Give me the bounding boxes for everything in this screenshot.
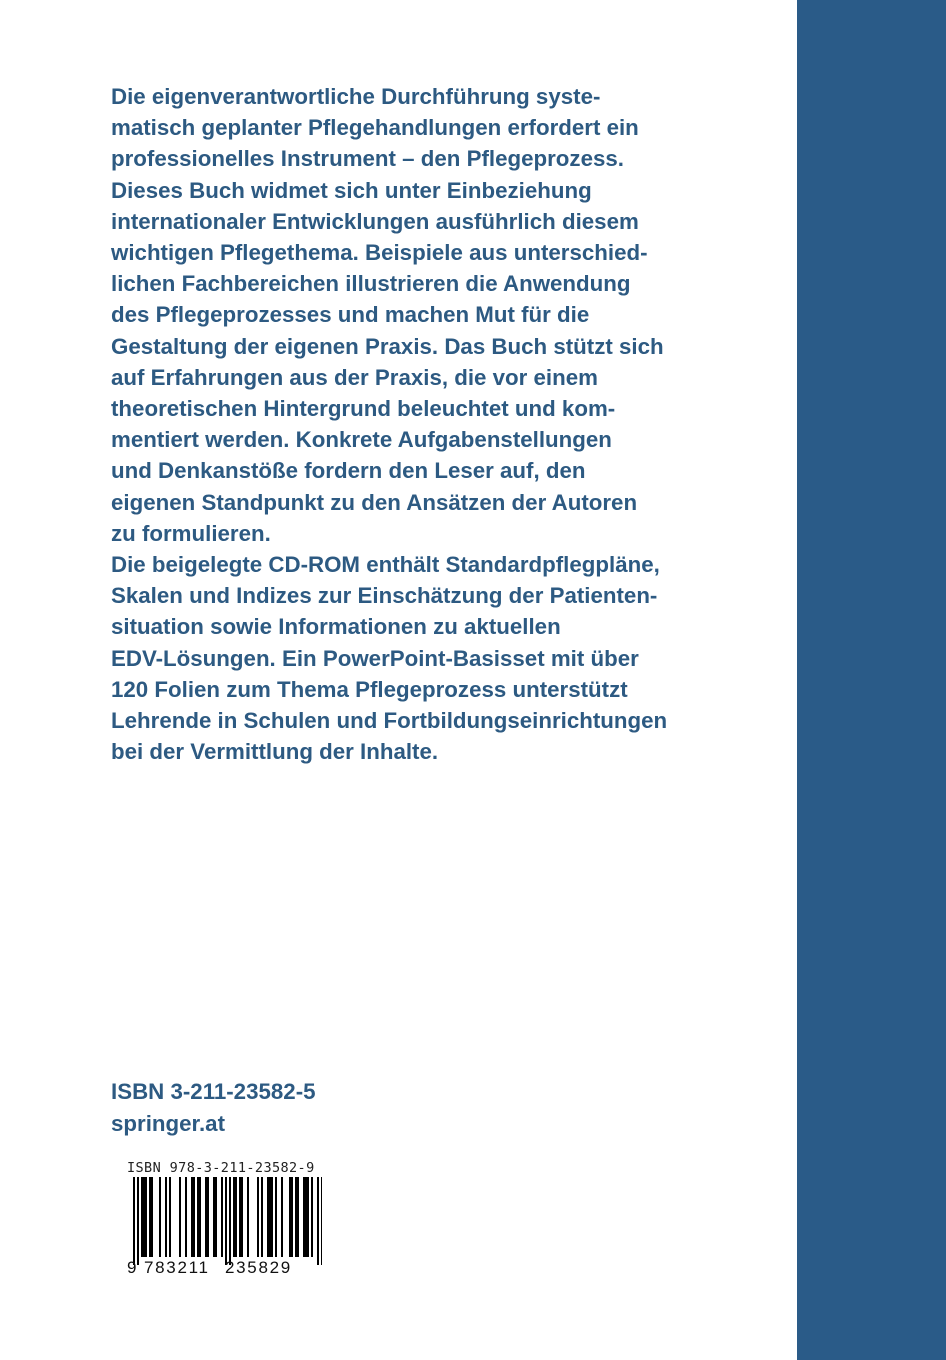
barcode-bar <box>229 1177 231 1265</box>
isbn-info <box>111 1076 316 1140</box>
barcode-bar <box>307 1177 309 1257</box>
barcode-bar <box>305 1177 307 1257</box>
barcode-bar <box>191 1177 193 1257</box>
barcode-bar <box>291 1177 293 1257</box>
barcode-bar <box>145 1177 147 1257</box>
blurb-line: wichtigen Pflegethema. Beispiele aus unterschied- <box>111 240 648 266</box>
barcode-bar <box>149 1177 151 1257</box>
barcode-bar <box>205 1177 207 1257</box>
barcode-bar <box>151 1177 153 1257</box>
barcode-bar <box>133 1177 135 1265</box>
barcode-bars <box>122 1177 322 1265</box>
isbn-label: ISBN 3-211-23582-5 <box>111 1079 316 1104</box>
blurb-line: Die beigelegte CD-ROM enthält Standardpflegpläne, <box>111 552 660 578</box>
barcode-bar <box>179 1177 181 1257</box>
barcode-bar <box>165 1177 167 1257</box>
barcode-bar <box>247 1177 249 1257</box>
barcode-bar <box>297 1177 299 1257</box>
barcode-bar <box>303 1177 305 1257</box>
barcode-bar <box>271 1177 273 1257</box>
blurb-line: Die eigenverantwortliche Durchführung syste- <box>111 84 601 109</box>
back-cover-blurb <box>111 81 691 767</box>
blurb-line: Gestaltung der eigenen Praxis. Das Buch stützt sich <box>111 333 664 359</box>
barcode-bar <box>159 1177 161 1257</box>
blurb-line: theoretischen Hintergrund beleuchtet und kom- <box>111 396 616 422</box>
barcode-bar <box>207 1177 209 1257</box>
barcode-bar <box>215 1177 217 1257</box>
barcode-bar <box>241 1177 243 1257</box>
barcode-bar <box>141 1177 143 1257</box>
barcode-bar <box>311 1177 313 1257</box>
blurb-line: lichen Fachbereichen illustrieren die Anwendung <box>111 271 631 297</box>
barcode-bar <box>193 1177 195 1257</box>
barcode-bar <box>269 1177 271 1257</box>
barcode-bar <box>257 1177 259 1257</box>
barcode-bar <box>213 1177 215 1257</box>
blurb-line: zu formulieren. <box>111 520 271 546</box>
blurb-line: internationaler Entwicklungen ausführlich diesem <box>111 208 639 234</box>
barcode-bar <box>275 1177 277 1257</box>
barcode-bar <box>137 1177 139 1265</box>
blurb-line: eigenen Standpunkt zu den Ansätzen der Autoren <box>111 489 638 515</box>
barcode-isbn-label: ISBN 978-3-211-23582-9 <box>127 1160 315 1176</box>
barcode-bar <box>317 1177 319 1265</box>
blurb-line: Dieses Buch widmet sich unter Einbeziehung <box>111 177 592 203</box>
barcode-digits <box>122 1258 322 1280</box>
barcode-bar <box>267 1177 269 1257</box>
blurb-line: professionelles Instrument – den Pflegeprozess. <box>111 146 624 172</box>
blurb-line: und Denkanstöße fordern den Leser auf, den <box>111 458 586 484</box>
barcode-bar <box>261 1177 263 1257</box>
barcode-bar <box>169 1177 171 1257</box>
barcode-bar <box>199 1177 201 1257</box>
blurb-line: des Pflegeprozesses und machen Mut für die <box>111 302 590 328</box>
barcode-bar <box>221 1177 223 1257</box>
barcode-right-group: 235829 <box>225 1258 292 1277</box>
barcode-bar <box>321 1177 322 1265</box>
blurb-line: auf Erfahrungen aus der Praxis, die vor einem <box>111 364 598 390</box>
barcode-bar <box>197 1177 199 1257</box>
side-color-stripe <box>797 0 946 1360</box>
blurb-line: Skalen und Indizes zur Einschätzung der Patienten- <box>111 583 658 609</box>
blurb-line: mentiert werden. Konkrete Aufgabenstellungen <box>111 427 612 453</box>
barcode-bar <box>225 1177 227 1265</box>
barcode-bar <box>143 1177 145 1257</box>
barcode-bar <box>281 1177 283 1257</box>
barcode-bar <box>239 1177 241 1257</box>
barcode-left-group: 783211 <box>144 1258 210 1277</box>
blurb-line: matisch geplanter Pflegehandlungen erfordert ein <box>111 115 639 141</box>
blurb-line: EDV-Lösungen. Ein PowerPoint-Basisset mit über <box>111 645 639 671</box>
barcode-bar <box>235 1177 237 1257</box>
publisher-website: springer.at <box>111 1111 225 1136</box>
barcode-bar <box>185 1177 187 1257</box>
barcode-first-digit: 9 <box>127 1258 137 1277</box>
blurb-line: 120 Folien zum Thema Pflegeprozess unterstützt <box>111 676 628 702</box>
barcode-bar <box>295 1177 297 1257</box>
blurb-line: Lehrende in Schulen und Fortbildungseinrichtungen <box>111 708 668 734</box>
blurb-line: situation sowie Informationen zu aktuellen <box>111 614 561 640</box>
barcode-bar <box>289 1177 291 1257</box>
blurb-line: bei der Vermittlung der Inhalte. <box>111 739 439 765</box>
barcode-bar <box>233 1177 235 1257</box>
